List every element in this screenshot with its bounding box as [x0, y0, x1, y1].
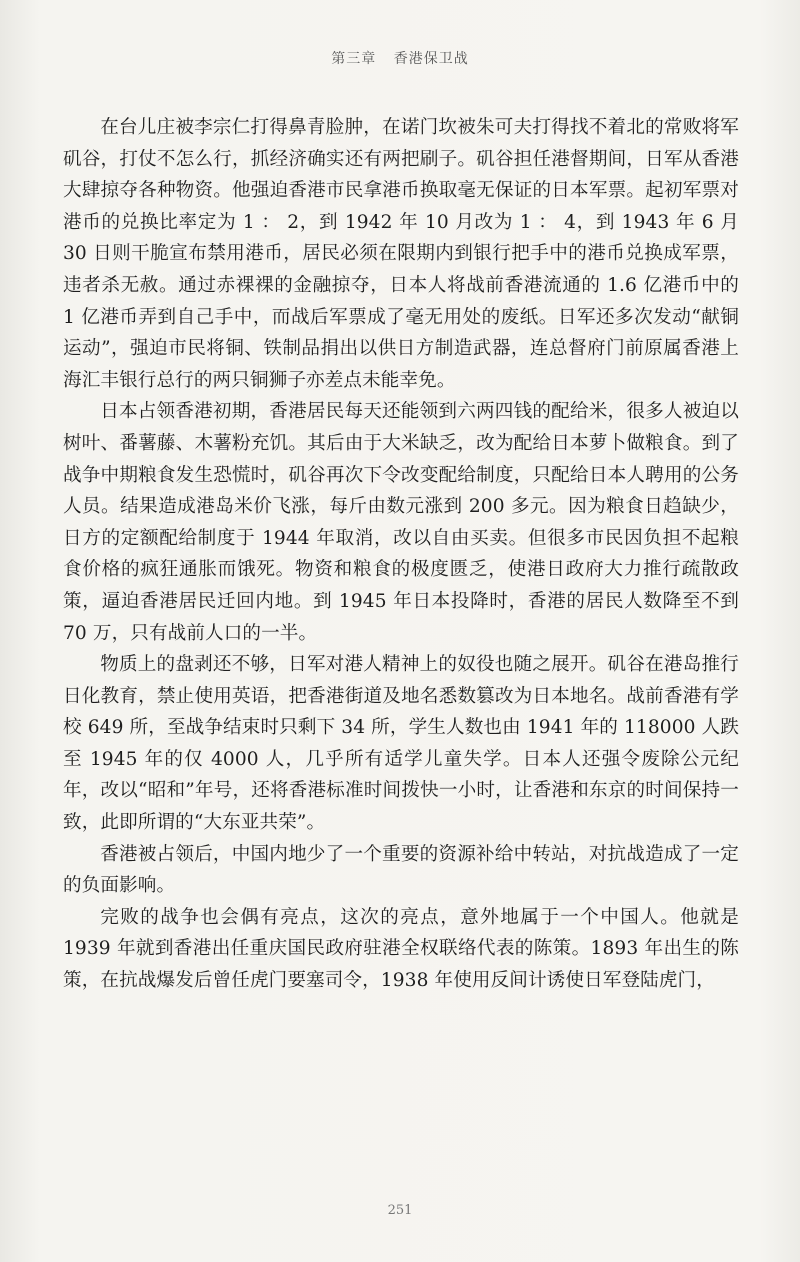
paragraph-5: 完败的战争也会偶有亮点，这次的亮点，意外地属于一个中国人。他就是 1939 年就到香港出任重庆国民政府驻港全权联络代表的陈策。1893 年出生的陈策，在抗战爆发后曾任虎门要塞司令，1938 年使用反间计诱使日军登陆虎门，	[63, 906, 739, 992]
running-head	[0, 48, 800, 68]
page-number: 251	[387, 1203, 413, 1218]
paragraph-2: 日本占领香港初期，香港居民每天还能领到六两四钱的配给米，很多人被迫以树叶、番薯藤、木薯粉充饥。其后由于大米缺乏，改为配给日本萝卜做粮食。到了战争中期粮食发生恐慌时，矶谷再次下令改变配给制度，只配给日本人聘用的公务人员。结果造成港岛米价飞涨，每斤由数元涨到 200 多元。因为粮食日趋缺少，日方的定额配给制度于 1944 年取消，改以自由买卖。但很多市民因负担不起粮食价格的疯狂通胀而饿死。物资和粮食的极度匮乏，使港日政府大力推行疏散政策，逼迫香港居民迁回内地。到 1945 年日本投降时，香港的居民人数降至不到 70 万，只有战前人口的一半。	[63, 401, 739, 644]
chapter-title: 香港保卫战	[393, 51, 469, 67]
body-text	[63, 112, 739, 997]
paragraph-1: 在台儿庄被李宗仁打得鼻青脸肿，在诺门坎被朱可夫打得找不着北的常败将军矶谷，打仗不怎么行，抓经济确实还有两把刷子。矶谷担任港督期间，日军从香港大肆掠夺各种物资。他强迫香港市民拿港币换取毫无保证的日本军票。起初军票对港币的兑换比率定为 1 ： 2，到 1942 年 10 月改为 1 ： 4，到 1943 年 6 月 30 日则干脆宣布禁用港币，居民必须在限期内到银行把手中的港币兑换成军票，违者杀无赦。通过赤裸裸的金融掠夺，日本人将战前香港流通的 1.6 亿港币中的 1 亿港币弄到自己手中，而战后军票成了毫无用处的废纸。日军还多次发动“献铜运动”，强迫市民将铜、铁制品捐出以供日方制造武器，连总督府门前原属香港上海汇丰银行总行的两只铜狮子亦差点未能幸免。	[63, 117, 739, 391]
chapter-label: 第三章	[331, 51, 377, 67]
paragraph-4: 香港被占领后，中国内地少了一个重要的资源补给中转站，对抗战造成了一定的负面影响。	[63, 843, 739, 897]
paragraph-3: 物质上的盘剥还不够，日军对港人精神上的奴役也随之展开。矶谷在港岛推行日化教育，禁止使用英语，把香港街道及地名悉数篡改为日本地名。战前香港有学校 649 所，至战争结束时只剩下 34 所，学生人数也由 1941 年的 118000 人跌至 1945 年的仅 4000 人，几乎所有适学儿童失学。日本人还强令废除公元纪年，改以“昭和”年号，还将香港标准时间拨快一小时，让香港和东京的时间保持一致，此即所谓的“大东亚共荣”。	[63, 654, 739, 834]
